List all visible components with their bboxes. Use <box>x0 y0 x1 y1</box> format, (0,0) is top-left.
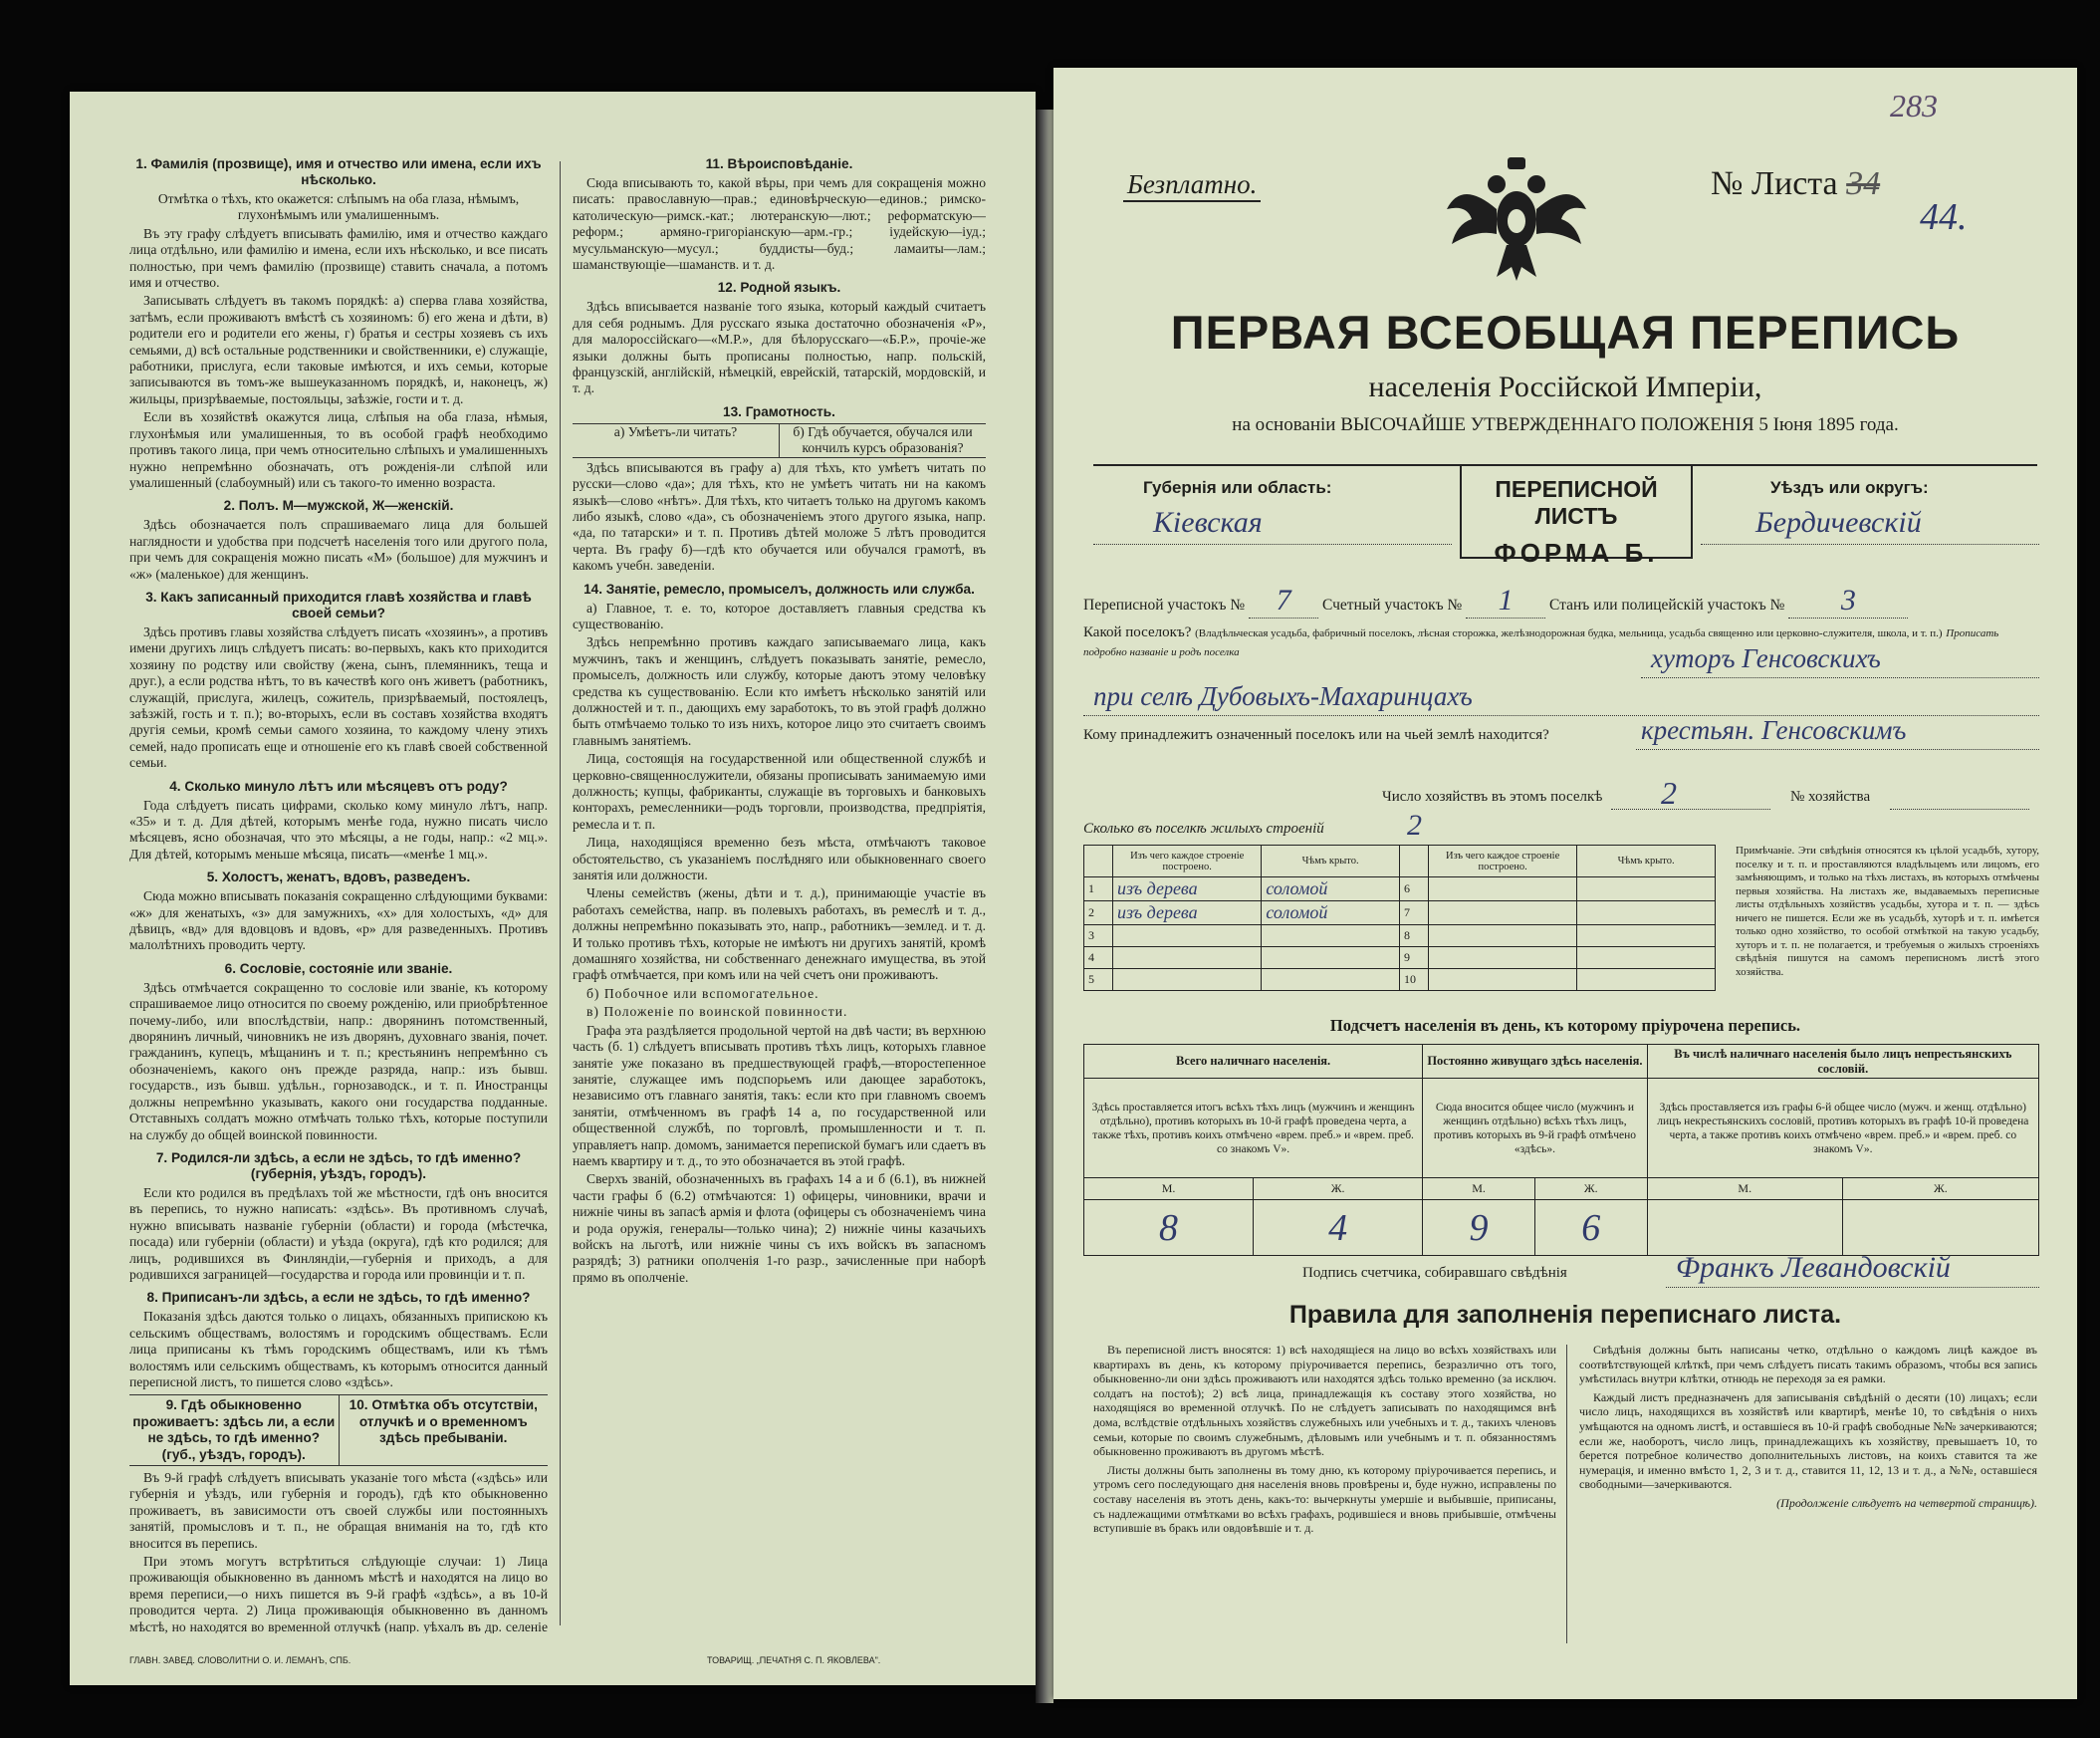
signature-label: Подпись счетчика, собиравшаго свѣдѣнія <box>1302 1265 1567 1281</box>
section-14b2: в) Положеніе по воинской повинности. <box>586 1004 848 1020</box>
left-column-1 <box>129 149 548 1633</box>
section-8-title: 8. Приписанъ-ли здѣсь, а если не здѣсь, то гдѣ именно? <box>146 1290 531 1306</box>
form-title-2: ФОРМА Б. <box>1494 538 1659 568</box>
owner-line <box>1636 749 2039 750</box>
free-label: Безплатно. <box>1123 169 1261 202</box>
building-2-roof: соломой <box>1262 901 1400 925</box>
section-14-text-4: Члены семействъ (жены, дѣти и т. д.), принимающіе участіе въ работахъ семейства, напр. въ полевыхъ работахъ, въ ремеслѣ и т. д., должны непремѣнно показывать это, напр., работникъ—землед. и т. д. И только противъ тѣхъ, которые не имѣютъ ни другихъ занятій, кромѣ домашняго хозяйства, ни собственнаго денежнаго имущества, въ этой графѣ отмѣчается, при комъ или на чей счетъ они проживаютъ. <box>573 885 986 983</box>
section-9-title: 9. Гдѣ обыкновенно проживаетъ: здѣсь ли, а если не здѣсь, то гдѣ именно? (губ., уѣздъ, городъ). <box>129 1395 340 1465</box>
resident-header: Постоянно живущаго здѣсь населенія. <box>1423 1045 1647 1079</box>
section-14-text: Здѣсь непремѣнно противъ каждаго записываемаго лица, какъ мужчинъ, такъ и женщинъ, слѣдуетъ показывать занятіе, ремесло, промыселъ, должность или службу, которые даютъ этому человѣку средства къ существованію. Если кто имѣетъ нѣсколько занятій или должностей и т. п., дающихъ ему заработокъ, то въ этой графѣ должно быть отмѣчаемо только то изъ нихъ, которое лицо это считаетъ своимъ главнымъ занятіемъ. <box>573 634 986 748</box>
nonpeasant-header: Въ числѣ наличнаго населенія было лицъ непрестьянскихъ сословій. <box>1647 1045 2038 1079</box>
sheet-number-label: № Листа <box>1711 165 1838 202</box>
rules-right <box>1579 1343 2037 1511</box>
section-14b1: б) Побочное или вспомогательное. <box>586 985 819 1001</box>
present-female: 4 <box>1254 1200 1423 1256</box>
resident-female: 6 <box>1534 1200 1647 1256</box>
section-9-cases: При этомъ могутъ встрѣтиться слѣдующіе случаи: 1) Лица проживающія обыкновенно въ данномъ мѣстѣ и находятся на лицо во время переписи,—о нихъ пишется въ 9-й графѣ «здѣсь», а въ 10-й проводится черта. 2) Лица проживающія обыкновенно въ данномъ мѣстѣ, но находятся во временной отлучкѣ (напр. уѣхалъ въ др. селеніе <box>129 1554 548 1633</box>
uezd-label: Уѣздъ или округъ: <box>1770 478 1929 497</box>
settlement-label: Какой поселокъ? <box>1083 624 1192 640</box>
section-1-order: Записывать слѣдуетъ въ такомъ порядкѣ: а) сперва глава хозяйства, затѣмъ, если проживаютъ вмѣстѣ съ хозяиномъ: б) его жена и дѣти, в) родители его и родители его жены, г) братья и сестры хозяевъ съ ихъ семьями, д) всѣ остальные родственники и свойственники, е) служащіе, работники, прислуга, если таковые имѣются, и ихъ семьи, которые записываются въ томъ-же вышеуказанномъ порядкѣ, и, наконецъ, ж) жильцы, призрѣваемые, постояльцы, заѣзжіе, гости и т. д. <box>129 293 548 406</box>
building-1-material: изъ дерева <box>1113 877 1262 901</box>
form-title-box <box>1460 464 1693 568</box>
page-fold <box>1036 110 1053 1703</box>
section-13-text: Здѣсь вписываются въ графу а) для тѣхъ, кто умѣетъ читать по русски—слово «да»; для тѣхъ, кто не умѣетъ читать ни на какомъ языкѣ—слово «нѣтъ». Для тѣхъ, кто читаетъ только на другомъ какомъ либо языкѣ, слово «да», съ обозначеніемъ этого другого языка, напр. «да, по татарски» и т. п. Противъ дѣтей моложе 5 лѣтъ проводится черта. Въ графу б)—гдѣ кто обучается или обучался грамотѣ, въ какомъ учебн. заведеніи. <box>573 459 986 574</box>
count-table-sex-header: М. Ж. М. Ж. М. Ж. <box>1084 1178 2039 1200</box>
table-row: 5 10 <box>1084 969 1716 991</box>
table-row: 3 8 <box>1084 925 1716 947</box>
signature-value: Франкъ Левандовскій <box>1676 1251 1951 1284</box>
rules-divider <box>1566 1345 1567 1643</box>
count-table-description: Здѣсь проставляется итогъ всѣхъ тѣхъ лицъ (мужчинъ и женщинъ отдѣльно), противъ которыхъ въ 10-й графѣ проведена черта, а также тѣхъ, противъ коихъ отмѣчено «врем. преб.» и «врем. преб. со знакомъ V». Сюда вносится общее число (мужчинъ и женщинъ отдѣльно) всѣхъ тѣхъ лицъ, противъ которыхъ въ 9-й графѣ отмѣчено «здѣсь». Здѣсь проставляется изъ графы 6-й общее число (мужч. и женщ. отдѣльно) лицъ некрестьянскихъ сословій, противъ которыхъ въ графѣ 10-й проведена черта, а также противъ коихъ отмѣчено «врем. преб.» и «врем. преб. со знакомъ V». <box>1084 1079 2039 1178</box>
gubernia-value: Кіевская <box>1153 506 1263 539</box>
count-district-label: Счетный участокъ № <box>1321 597 1463 614</box>
owner-label: Кому принадлежитъ означенный поселокъ или на чьей землѣ находится? <box>1083 727 1549 743</box>
building-1-roof: соломой <box>1262 877 1400 901</box>
section-3-text: Здѣсь противъ главы хозяйства слѣдуетъ писать «хозяинъ», а противъ имени другихъ лицъ слѣдуетъ писать: во-первыхъ, какъ кто приходится хозяину по родству или свойству (жена, сынъ, племянникъ, теща и друг.), а если родства нѣтъ, то въ качествѣ кого онъ живетъ (работникъ, служащій, прислуга, жилецъ, сожитель, призрѣваемый, постоялецъ, заѣзжій, гость и т. п.); во-вторыхъ, если въ составъ хозяйства входятъ другія семьи, кромѣ семьи самого хозяина, то каждому члену этихъ семей, надо прописать еще и отношеніе его къ главѣ своей собственной семьи. <box>129 623 548 771</box>
section-12-title: 12. Родной языкъ. <box>717 280 841 296</box>
buildings-table-header <box>1084 846 1716 877</box>
col-roof-header: Чѣмъ крыто. <box>1262 846 1400 877</box>
section-8-text: Показанія здѣсь даются только о лицахъ, обязанныхъ припискою къ сельскимъ обществамъ, волостямъ и городскимъ обществамъ. Если лица приписаны къ тѣмъ городскимъ обществамъ, или къ тѣмъ волостямъ или сельскимъ обществамъ, къ которымъ относится данный переписной листъ, то пишется слово «здѣсь». <box>129 1309 548 1389</box>
uezd-value: Бердичевскій <box>1755 506 1922 539</box>
present-male: 8 <box>1084 1200 1254 1256</box>
buildings-label: Сколько въ поселкѣ жилыхъ строеній <box>1083 821 1324 837</box>
section-7-title: 7. Родился-ли здѣсь, а если не здѣсь, то гдѣ именно? (губернія, уѣздъ, городъ). <box>155 1149 522 1181</box>
table-row: 2 изъ дерева соломой 7 <box>1084 901 1716 925</box>
nonpeasant-female <box>1842 1200 2038 1256</box>
sheet-number-crossed: 34 <box>1846 165 1881 202</box>
section-12-text: Здѣсь вписывается названіе того языка, который каждый считаетъ для себя роднымъ. Для русскаго языка достаточно обозначенія «Р», для малороссійскаго—«М.Р.», для бѣлорусскаго—«Б.Р.», прочіе-же языки должны быть прописаны полностью, напр. польскій, французскій, англійскій, нѣмецкій, еврейскій, татарскій, мордовскій, и т. д. <box>573 299 986 396</box>
count-title: Подсчетъ населенія въ день, къ которому пріурочена перепись. <box>1329 1016 1801 1035</box>
left-column-2 <box>573 149 986 1633</box>
sheet-number-value: 44. <box>1920 196 1968 238</box>
left-page <box>70 92 1036 1685</box>
section-5-text: Сюда можно вписывать показанія сокращенно слѣдующими буквами: «ж» для женатыхъ, «з» для замужнихъ, «х» для холостыхъ, «д» для дѣвицъ, «вд» для вдовцовъ и вдовъ, «р» для разведенныхъ. Противъ малолѣтнихъ проводить черту. <box>129 888 548 953</box>
uezd-line <box>1701 544 2039 545</box>
section-1-text: Въ эту графу слѣдуетъ вписывать фамилію, имя и отчество каждаго лица отдѣльно, или фамилію и имена, если ихъ нѣсколько, и все писать полностью, при чемъ фамилію (прозвище) ставить сначала, а потомъ имя и отчество. <box>129 225 548 291</box>
household-number-label: № хозяйства <box>1790 789 1871 805</box>
archive-number: 283 <box>1890 88 1938 124</box>
settlement-block <box>1083 623 2039 661</box>
count-table-values <box>1084 1200 2039 1256</box>
section-4-title: 4. Сколько минуло лѣтъ или мѣсяцевъ отъ роду? <box>169 778 508 794</box>
sections-9-10-header <box>129 1394 548 1466</box>
table-row: 4 9 <box>1084 947 1716 969</box>
signature-line <box>1666 1287 2039 1288</box>
section-14a: а) Главное, т. е. то, которое доставляетъ главныя средства къ существованію. <box>573 600 986 631</box>
settlement-value-2: при селѣ Дубовыхъ-Махаринцахъ <box>1093 681 1473 711</box>
settlement-instruction: Прописать подробно названіе и родъ поселка <box>1083 627 1999 658</box>
imprint-left: ГЛАВН. ЗАВЕД. СЛОВОЛИТНИ О. И. ЛЕМАНЪ, СПБ. <box>129 1655 351 1665</box>
settlement-value-1: хуторъ Генсовскихъ <box>1651 643 1881 673</box>
table-row: 1 изъ дерева соломой 6 <box>1084 877 1716 901</box>
col-material-header: Изъ чего каждое строеніе построено. <box>1113 846 1262 877</box>
col-material-header-2: Изъ чего каждое строеніе построено. <box>1428 846 1576 877</box>
rules-title: Правила для заполненія переписнаго листа. <box>1288 1301 1842 1329</box>
census-subtitle: населенія Россійской Имперіи, <box>1368 371 1762 403</box>
section-13-subheads <box>573 423 986 458</box>
section-10-title: 10. Отмѣтка объ отсутствіи, отлучкѣ и о временномъ здѣсь пребываніи. <box>349 1397 538 1446</box>
section-11-text: Сюда вписывають то, какой вѣры, при чемъ для сокращенія можно писать: православную—прав.; единовѣрческую—единов.; римско-католическую—римск.-кат.; лютеранскую—лют.; реформатскую—реформ.; армяно-григоріанскую—арм.-гр.; іудейскую—іуд.; мусульманскую—мусул.; буддисты—буд.; ламаиты—лам.; шаманствующіе—шаманств. и т. д. <box>573 175 986 273</box>
section-13a: а) Умѣетъ-ли читать? <box>573 424 780 457</box>
households-value: 2 <box>1661 775 1677 811</box>
gubernia-label: Губернія или область: <box>1143 478 1332 497</box>
census-district-label: Переписной участокъ № <box>1083 597 1246 614</box>
section-2-text: Здѣсь обозначается полъ спрашиваемаго лица для большей наглядности и удобства при подсчетѣ населенія того или другого пола, при чемъ для сокращенія можно писать «М» (большое) для мужчинъ и «ж» (маленькое) для женщинъ. <box>129 517 548 582</box>
households-label: Число хозяйствъ въ этомъ поселкѣ <box>1382 789 1603 805</box>
right-page <box>1053 68 2077 1699</box>
count-table-header <box>1084 1045 2039 1079</box>
section-13b: б) Гдѣ обучается, обучался или кончилъ курсъ образованія? <box>793 423 973 456</box>
census-district-value: 7 <box>1249 584 1318 619</box>
nonpeasant-male <box>1647 1200 1842 1256</box>
section-1-title: 1. Фамилія (прозвище), имя и отчество или имена, если ихъ нѣсколько. <box>135 156 542 187</box>
section-2-title: 2. Полъ. М—мужской, Ж—женскій. <box>223 498 454 514</box>
stan-label: Станъ или полицейскій участокъ № <box>1549 597 1785 614</box>
section-4-text: Года слѣдуетъ писать цифрами, сколько кому минуло лѣтъ, напр. «35» и т. д. Для дѣтей, которымъ менѣе года, нужно писать число мѣсяцевъ, ясно обозначая, что это мѣсяцы, а не годы, напр.: «2 мц.». Для дѣтей, которымъ меньше мѣсяца, писать—«менѣе 1 мц.». <box>129 797 548 862</box>
buildings-note: Примѣчаніе. Эти свѣдѣнія относятся къ цѣлой усадьбѣ, хутору, поселку и т. п. и проставляются владѣльцемъ или лицомъ, его замѣняющимъ, и только на тѣхъ листахъ, въ которыхъ отмѣчены первыя хозяйства. На листахъ же, выдаваемыхъ переписные листы отдѣльныхъ хозяйствъ усадьбы, хутора и т. п. — здѣсь ничего не пишется. Если же въ усадьбѣ, хуторѣ и т. п. имѣется только одно хозяйство, то особой отмѣткой на такую усадьбу, хуторъ и т. п. не полагается, и требуемыя о жилыхъ строеніяхъ свѣдѣнія пишутся на самомъ переписномъ листѣ этого хозяйства. <box>1736 845 2039 978</box>
section-7-text: Если кто родился въ предѣлахъ той же мѣстности, гдѣ онъ вносится въ перепись, то нужно написать: «здѣсь». Въ противномъ случаѣ, нужно вписывать названіе губерніи (области) и города (мѣстечка, посада) или губерніи (области) и уѣзда (округа), гдѣ кто родился; для лицъ, родившихся въ Финляндіи,—губернія и приходъ, а для родившихся заграницей—государства и города или провинціи и т. п. <box>129 1184 548 1282</box>
sheet-number <box>1711 165 1880 203</box>
section-6-text: Здѣсь отмѣчается сокращенно то сословіе или званіе, къ которому спрашиваемое лицо относится по своему рожденію, или приобрѣтенное почему-либо, или впослѣдствіи, напр.: дворянинъ потомственный, дворянинъ личный, чиновникъ не изъ дворянъ, духовнаго званія, почет. гражданинъ, купецъ, мѣщанинъ и т. п.; крестьянинъ непремѣнно съ обозначеніемъ, какого онъ прежде разряда, напр.: изъ бывш. государств., изъ бывш. удѣльн., горнозаводск., и т. п. Иностранцы должны непремѣнно указывать, какого они государства подданные. Отставныхъ солдатъ можно отмѣчать только тѣхъ, которые поступили на службу до общей воинской повинности. <box>129 979 548 1142</box>
population-count-table <box>1083 1044 2039 1256</box>
count-district-value: 1 <box>1466 584 1545 619</box>
settlement-hint: (Владѣльческая усадьба, фабричный поселокъ, лѣсная сторожка, желѣзнодорожная будка, мельница, усадьба священно или церковно-служителя, школа, и т. п.) <box>1195 627 1943 639</box>
households-line <box>1611 809 1770 810</box>
section-14-text-6: Сверхъ званій, обозначенныхъ въ графахъ 14 а и б (6.1), въ нижней части графы б (6.2) отмѣчаются: 1) офицеры, чиновники, врачи и нижніе чины въ запасѣ армія и флота (офицеры съ обозначеніемъ чина и рода оружія, генералы—только чина); 2) нижніе чины казачьихъ войскъ на льготѣ, или нижніе чины съ ихъ войскъ въ запасномъ разрядѣ; 3) ратники ополченія 1-го разр., зачисленные при наборѣ прямо въ ополченіе. <box>573 1171 986 1285</box>
section-3-title: 3. Какъ записанный приходится главѣ хозяйства и главѣ своей семьи? <box>145 589 532 621</box>
section-9-text: Въ 9-й графѣ слѣдуетъ вписывать указаніе того мѣста («здѣсь» или губернія и уѣздъ, или губернія и городъ), гдѣ кто обыкновенно проживаетъ, въ зависимости отъ своей службы или постоянныхъ занятій, промысловъ и т. п., не обращая вниманія на то, гдѣ кто вносится въ перепись. <box>129 1470 548 1551</box>
section-14-text-2: Лица, состоящія на государственной или общественной службѣ и церковно-священнослужители, обязаны прописывать занимаемую ими должность; купцы, фабриканты, служащіе въ торговыхъ и банковыхъ конторахъ, ремесленники—родъ торговли, производства, предпріятія, ремесла и т. п. <box>573 751 986 832</box>
section-14-text-5: Графа эта раздѣляется продольной чертой на двѣ части; въ верхнюю часть (б. 1) слѣдуетъ вписывать противъ тѣхъ лицъ, которыхъ главное занятіе уже показано въ предшествующей графѣ,—второстепенное занятіе, служащее имъ подспорьемъ или дающее заработокъ, независимо отъ главнаго занятія, такъ: если кто при главномъ своемъ занятіи, отмѣченномъ въ графѣ 14 а, по государственной или общественной службѣ, по торговлѣ, промышленности и т. п. управляетъ напр. домомъ, занимается перепиской бумагъ или сдаетъ въ наемъ квартиру и т. д., то это обозначается въ этой графѣ. <box>573 1022 986 1168</box>
form-title-1: ПЕРЕПИСНОЙ ЛИСТЪ <box>1495 476 1658 529</box>
rules-right-text-2: Каждый листъ предназначенъ для записыванія свѣдѣній о десяти (10) лицахъ; если число лицъ, находящихся въ хозяйствѣ или квартирѣ, менѣе 10, то свѣдѣнія о нихъ умѣщаются на одномъ листѣ, и оставшіеся въ 10-й графѣ свободные №№ зачеркиваются; если же, наоборотъ, число лицъ, принадлежащихъ къ хозяйству, превышаетъ 10, то берется потребное количество дополнительныхъ листовъ, на коихъ ставится та же нумерація, и именно вмѣсто 1, 2, 3 и т. д., ставится 11, 12, 13 и т. д., а №№, оставшіеся свободными—зачеркиваются. <box>1579 1389 2037 1492</box>
settlement-line-1 <box>1641 677 2039 678</box>
section-13-title: 13. Грамотность. <box>723 403 835 419</box>
stan-value: 3 <box>1788 584 1908 619</box>
census-basis: на основаніи ВЫСОЧАЙШЕ УТВЕРЖДЕННАГО ПОЛОЖЕНІЯ 5 Іюня 1895 года. <box>1232 414 1899 435</box>
present-header: Всего наличнаго населенія. <box>1084 1045 1423 1079</box>
rules-left-text-1: Въ переписной листъ вносятся: 1) всѣ находящіеся на лицо во всѣхъ хозяйствахъ или квартирахъ въ день, къ которому пріурочивается перепись, безразлично отъ того, обыкновенно-ли они здѣсь проживаютъ или находятся здѣсь только временно (за исключ. солдатъ на постоѣ); 2) всѣ лица, принадлежащія къ составу этого хозяйства, но находящіяся во временной отлучкѣ. По не слѣдуетъ записывать по находящимся внѣ дома, вслѣдствіе отдѣльныхъ хозяйствъ служебныхъ или учебныхъ и т. д., такихъ членовъ семьи, которые по своимъ служебнымъ, дѣловымъ или учебнымъ и т. п. обязанностямъ обыкновенно проживаютъ въ другомъ мѣстѣ. <box>1093 1343 1556 1459</box>
section-14-text-3: Лица, находящіяся временно безъ мѣста, отмѣчаютъ таковое обстоятельство, съ указаніемъ послѣдняго или обыкновеннаго своего занятія или должности. <box>573 835 986 883</box>
buildings-table <box>1083 845 1716 991</box>
section-5-title: 5. Холостъ, женатъ, вдовъ, разведенъ. <box>206 869 471 885</box>
census-title: ПЕРВАЯ ВСЕОБЩАЯ ПЕРЕПИСЬ <box>1170 306 1961 359</box>
section-14-title: 14. Занятіе, ремесло, промыселъ, должность или служба. <box>583 581 975 597</box>
rules-left-text-2: Листы должны быть заполнены въ тому дню, къ которому пріурочивается перепись, и утромъ сего последующаго дня населенія вновь провѣрены и, буде нужно, исправлены по составу населенія въ этотъ день, какъ-то: вычеркнуты умершіе и выбывшіе, приписаны, съ надлежащими отмѣтками во всѣхъ графахъ, родившіеся и вновь прибывшіе, отмѣчены вступившіе въ бракъ или овдовѣвшіе и т. д. <box>1093 1462 1556 1536</box>
buildings-value: 2 <box>1407 809 1422 842</box>
imprint-right: ТОВАРИЩ. „ПЕЧАТНЯ С. П. ЯКОВЛЕВА". <box>707 1655 881 1665</box>
rules-left <box>1093 1343 1556 1536</box>
resident-male: 9 <box>1423 1200 1535 1256</box>
column-divider <box>560 161 561 1625</box>
col-roof-header-2: Чѣмъ крыто. <box>1577 846 1716 877</box>
section-1-note: Отмѣтка о тѣхъ, кто окажется: слѣпымъ на оба глаза, нѣмымъ, глухонѣмымъ или умалишеннымъ. <box>157 191 520 223</box>
section-6-title: 6. Сословіе, состояніе или званіе. <box>224 960 453 976</box>
section-1-blind: Если въ хозяйствѣ окажутся лица, слѣпыя на оба глаза, нѣмыя, глухонѣмыя или умалишенныя, то въ особой графѣ необходимо противъ такого лица, при чемъ относительно слѣпыхъ и умалишенныхъ нужно непремѣнно обозначать, отъ рожденія-ли слѣпой или умалишенный (слабоумный) или съ такого-то именно возраста. <box>129 409 548 490</box>
rules-continue: (Продолженіе слѣдуетъ на четвертой страницѣ). <box>1776 1495 2037 1510</box>
building-2-material: изъ дерева <box>1113 901 1262 925</box>
imperial-eagle-icon <box>1442 149 1591 289</box>
owner-value: крестьян. Генсовскимъ <box>1641 715 1907 745</box>
rules-right-text-1: Свѣдѣнія должны быть написаны четко, отдѣльно о каждомъ лицѣ каждое въ соотвѣтствующей клѣткѣ, при чемъ слѣдуетъ писать такимъ образомъ, чтобы вся запись умѣстилась внутри клѣтки, отнюдь не переходя за ея рамки. <box>1579 1343 2037 1386</box>
household-number-line <box>1890 809 2029 810</box>
section-11-title: 11. Вѣроисповѣданіе. <box>705 156 853 171</box>
gubernia-line <box>1093 544 1452 545</box>
district-row <box>1083 584 2059 619</box>
